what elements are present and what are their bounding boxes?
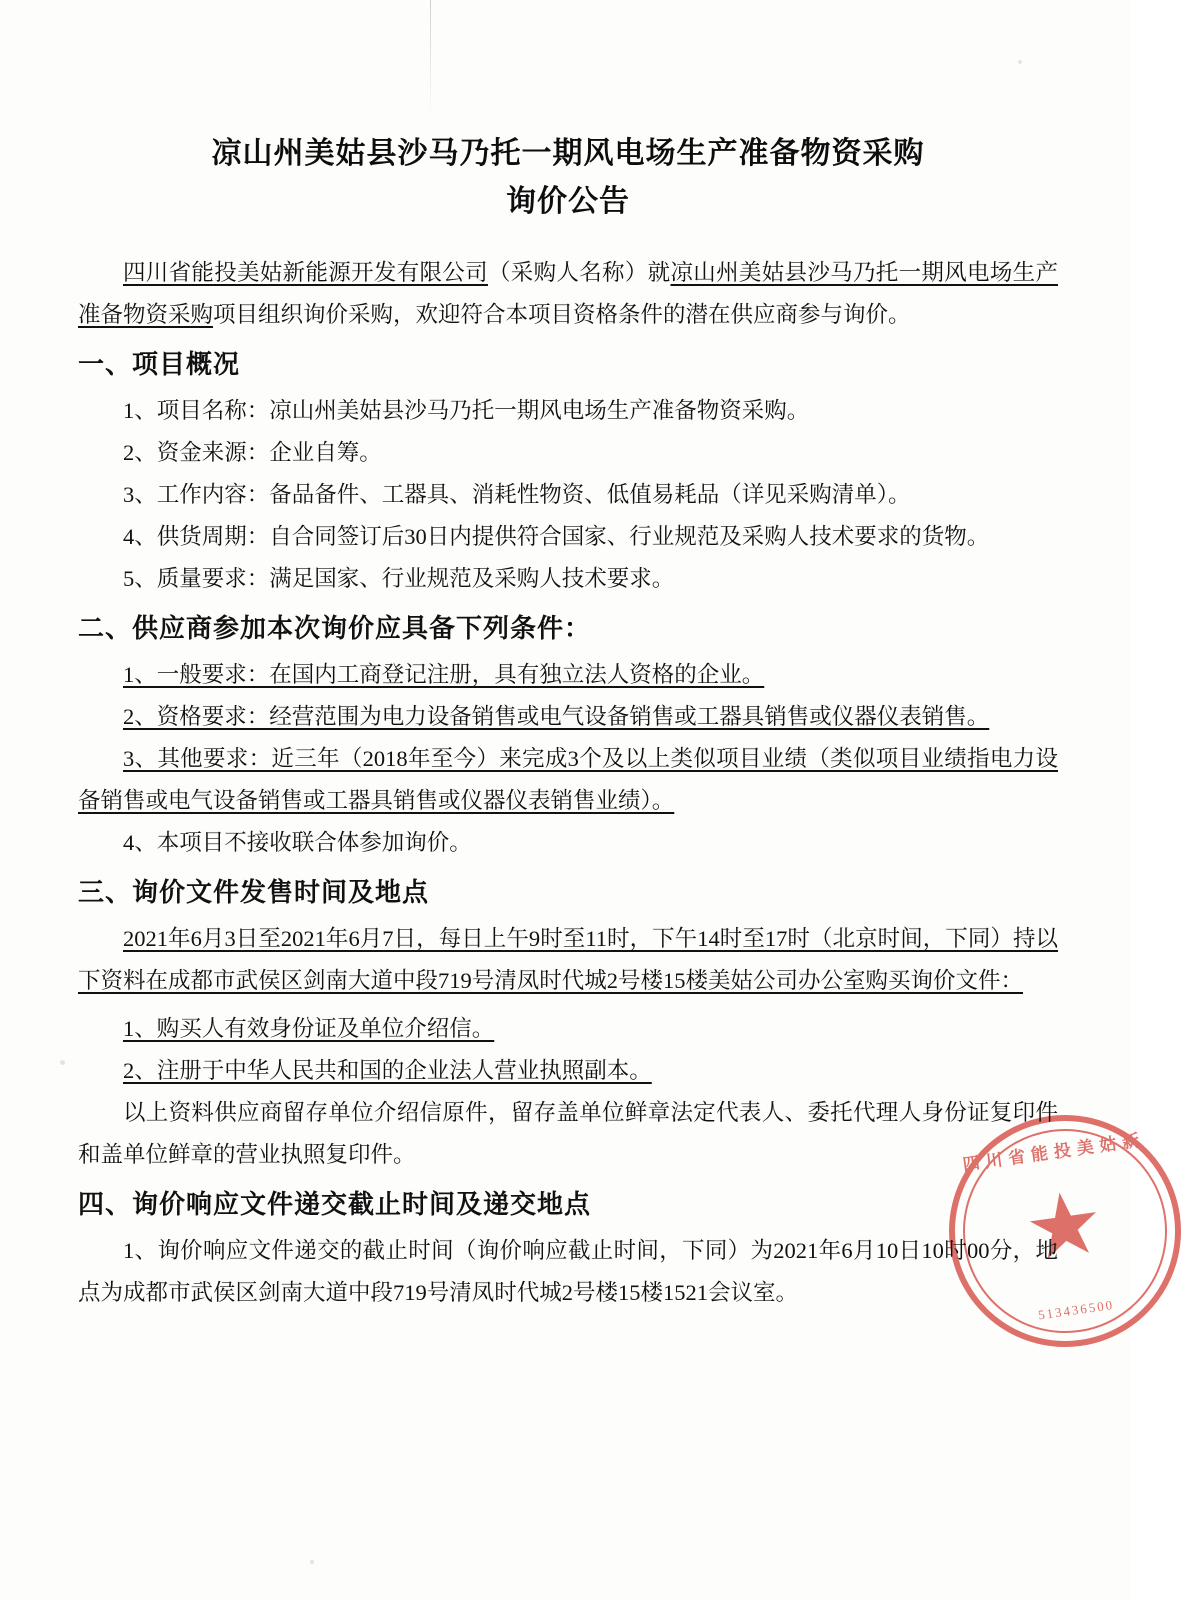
section-heading-1: 一、项目概况: [78, 350, 241, 379]
seal-top-text: 四川省能投美姑新: [961, 1130, 1147, 1175]
section-heading-3: 三、询价文件发售时间及地点: [78, 878, 430, 907]
intro-paragraph: [78, 252, 1058, 336]
paper-fold-mark: [430, 0, 431, 120]
section-3-footer-paragraph: 以上资料供应商留存单位介绍信原件，留存盖单位鲜章法定代表人、委托代理人身份证复印件和盖单位鲜章的营业执照复印件。: [78, 1100, 1058, 1167]
list-item: 3、其他要求：近三年（2018年至今）来完成3个及以上类似项目业绩（类似项目业绩指电力设备销售或电气设备销售或工器具销售或仪器仪表销售业绩）。: [78, 746, 1058, 813]
seal-bottom-text: 513436500: [1037, 1296, 1115, 1323]
list-item: 1、询价响应文件递交的截止时间（询价响应截止时间，下同）为2021年6月10日10时00分，地点为成都市武侯区剑南大道中段719号清凤时代城2号楼15楼1521会议室。: [78, 1238, 1058, 1305]
section-heading-2: 二、供应商参加本次询价应具备下列条件：: [78, 614, 592, 643]
scan-speck: [1018, 60, 1022, 64]
section-2-items: [78, 654, 1058, 864]
project-name: 凉山州美姑县沙马乃托一期风电场生产准备物资采购: [78, 260, 1058, 327]
seal-star-icon: ★: [1023, 1182, 1106, 1273]
section-1-items: [78, 390, 1058, 600]
title-line-1: 凉山州美姑县沙马乃托一期风电场生产准备物资采购: [211, 137, 925, 170]
intro-tail: 项目组织询价采购，欢迎符合本项目资格条件的潜在供应商参与询价。: [213, 302, 911, 327]
scan-speck: [60, 1060, 65, 1065]
list-item: 1、一般要求：在国内工商登记注册，具有独立法人资格的企业。: [123, 662, 765, 687]
list-item: 4、本项目不接收联合体参加询价。: [123, 830, 472, 855]
page-title: [78, 130, 1058, 226]
section-4-items: [78, 1230, 1058, 1314]
list-item: 4、供货周期：自合同签订后30日内提供符合国家、行业规范及采购人技术要求的货物。: [123, 524, 990, 549]
sale-time-place-paragraph: 2021年6月3日至2021年6月7日，每日上午9时至11时，下午14时至17时（北京时间，下同）持以下资料在成都市武侯区剑南大道中段719号清凤时代城2号楼15楼美姑公司办公室购买询价文件：: [78, 926, 1058, 993]
list-item: 1、购买人有效身份证及单位介绍信。: [123, 1016, 495, 1041]
document-body: [78, 130, 1058, 1314]
intro-mid: （采购人名称）就: [487, 260, 671, 285]
list-item: 1、项目名称：凉山州美姑县沙马乃托一期风电场生产准备物资采购。: [123, 398, 810, 423]
section-3-items: [78, 1008, 1058, 1092]
list-item: 2、资格要求：经营范围为电力设备销售或电气设备销售或工器具销售或仪器仪表销售。: [123, 704, 990, 729]
list-item: 3、工作内容：备品备件、工器具、消耗性物资、低值易耗品（详见采购清单）。: [123, 482, 911, 507]
scan-speck: [310, 1560, 314, 1564]
list-item: 5、质量要求：满足国家、行业规范及采购人技术要求。: [123, 566, 675, 591]
title-line-2: 询价公告: [506, 185, 630, 218]
section-heading-4: 四、询价响应文件递交截止时间及递交地点: [78, 1190, 592, 1219]
list-item: 2、注册于中华人民共和国的企业法人营业执照副本。: [123, 1058, 652, 1083]
purchaser-name: 四川省能投美姑新能源开发有限公司: [123, 260, 488, 285]
list-item: 2、资金来源：企业自筹。: [123, 440, 382, 465]
